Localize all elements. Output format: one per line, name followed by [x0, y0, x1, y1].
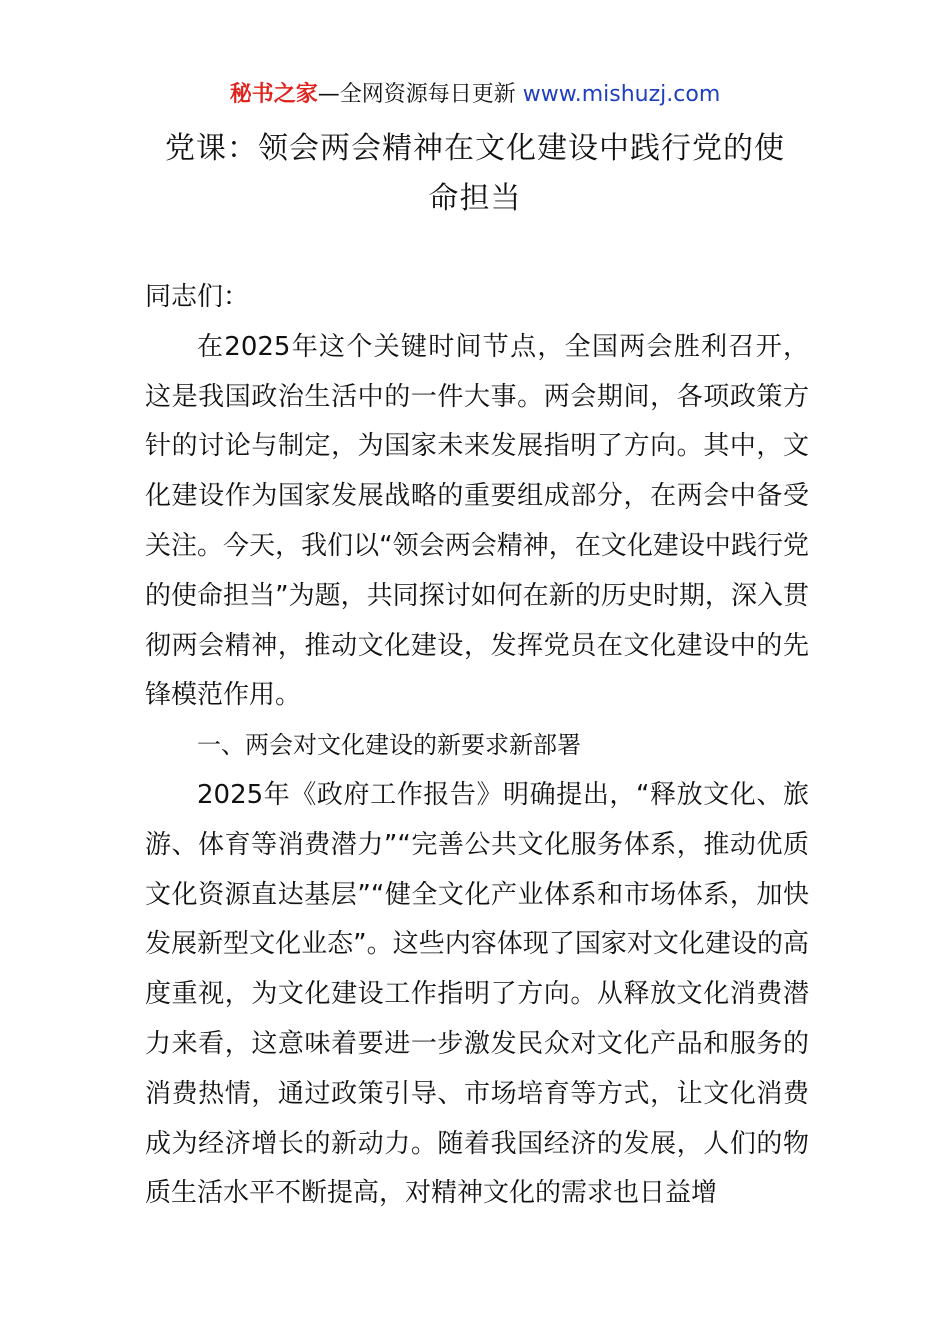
site-url-link[interactable]: www.mishuzj.com	[522, 82, 721, 107]
document-body	[145, 273, 809, 1219]
salutation: 同志们：	[145, 282, 250, 312]
paragraph-section-1: 2025年《政府工作报告》明确提出，“释放文化、旅游、体育等消费潜力”“完善公共文化服务体系，推动优质文化资源直达基层”“健全文化产业体系和市场体系，加快发展新型文化业态”。这些内容体现了国家对文化建设的高度重视，为文化建设工作指明了方向。从释放文化消费潜力来看，这意味着要进一步激发民众对文化产品和服务的消费热情，通过政策引导、市场培育等方式，让文化消费成为经济增长的新动力。随着我国经济的发展，人们的物质生活水平不断提高，对精神文化的需求也日益增	[145, 779, 809, 1209]
site-header	[0, 78, 950, 112]
section-heading: 一、两会对文化建设的新要求新部署	[197, 731, 581, 760]
paragraph-intro: 在2025年这个关键时间节点，全国两会胜利召开，这是我国政治生活中的一件大事。两会期间，各项政策方针的讨论与制定，为国家未来发展指明了方向。其中，文化建设作为国家发展战略的重要组成部分，在两会中备受关注。今天，我们以“领会两会精神，在文化建设中践行党的使命担当”为题，共同探讨如何在新的历史时期，深入贯彻两会精神，推动文化建设，发挥党员在文化建设中的先锋模范作用。	[145, 331, 809, 711]
document-title: 党课：领会两会精神在文化建设中践行党的使命担当	[165, 131, 785, 216]
site-brand: 秘书之家	[229, 82, 318, 107]
site-tagline: —全网资源每日更新	[317, 82, 516, 107]
